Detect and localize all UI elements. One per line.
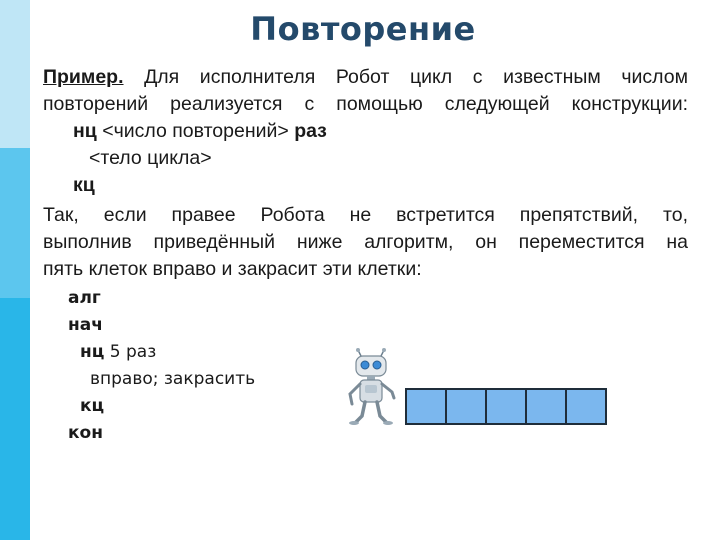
intro-paragraph — [43, 64, 688, 118]
loop-construct — [73, 118, 327, 199]
construct-end-keyword: кц — [73, 174, 95, 196]
algo-loop-count: 5 раз — [104, 342, 157, 362]
construct-start-keyword: нц — [73, 120, 97, 142]
explanation-line2: выполнив приведённый ниже алгоритм, он переместится на — [43, 231, 688, 253]
construct-raz-keyword: раз — [294, 120, 327, 142]
explanation-line1: Так, если правее Робота не встретится препятствий, то, — [43, 204, 688, 226]
intro-line1: Для исполнителя Робот цикл с известным числом — [123, 66, 688, 88]
accent-bar-mid-segment — [0, 148, 30, 298]
robot-icon — [340, 348, 402, 426]
algo-nach: нач — [68, 315, 103, 335]
construct-body-line: <тело цикла> — [89, 147, 212, 169]
grid-cell — [567, 390, 605, 423]
algo-loop-end: кц — [80, 396, 105, 416]
grid-cell — [527, 390, 567, 423]
left-accent-bar — [0, 0, 30, 540]
example-label: Пример. — [43, 66, 124, 88]
robot-field-grid — [405, 388, 607, 425]
construct-start-line — [73, 118, 327, 145]
grid-cell — [447, 390, 487, 423]
intro-line2: повторений реализуется с помощью следующей конструкции: — [43, 93, 688, 115]
algo-loop-keyword: нц — [80, 342, 105, 362]
grid-cell — [407, 390, 447, 423]
explanation-line3: пять клеток вправо и закрасит эти клетки: — [43, 258, 422, 280]
algo-loop-line — [68, 339, 255, 366]
page-title: Повторение — [250, 10, 476, 48]
algorithm-listing — [68, 285, 255, 447]
construct-count-placeholder: <число повторений> — [102, 120, 289, 142]
algo-alg: алг — [68, 288, 101, 308]
explanation-paragraph — [43, 202, 688, 283]
algo-kon: кон — [68, 423, 103, 443]
algo-body: вправо; закрасить — [90, 369, 256, 389]
grid-cell — [487, 390, 527, 423]
